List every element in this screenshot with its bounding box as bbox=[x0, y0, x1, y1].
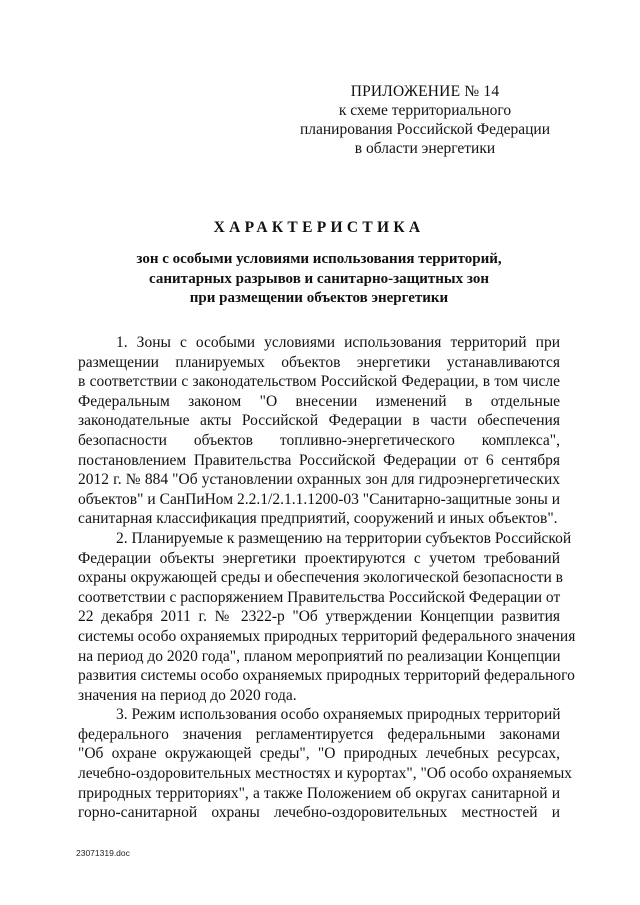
appendix-title: ПРИЛОЖЕНИЕ № 14 bbox=[350, 83, 500, 100]
paragraph-line: значения на период до 2020 года. bbox=[78, 686, 297, 704]
paragraph-1 bbox=[78, 333, 560, 529]
paragraph-line: законодательные акты Российской Федерации в части обеспечения bbox=[78, 412, 560, 430]
paragraph-line: 1. Зоны с особыми условиями использования территорий при bbox=[116, 334, 560, 351]
heading-subtitle-line: зон с особыми условиями использования территорий, bbox=[136, 251, 502, 267]
paragraph-line: горно-санитарной охраны лечебно-оздоровительных местностей и bbox=[78, 804, 560, 822]
heading-subtitle bbox=[78, 250, 560, 309]
paragraph-line: в соответствии с законодательством Российской Федерации, в том числе bbox=[78, 373, 560, 391]
paragraph-2 bbox=[78, 529, 576, 705]
paragraph-line: постановлением Правительства Российской Федерации от 6 сентября bbox=[78, 451, 560, 469]
paragraph-line: "Об охране окружающей среды", "О природных лечебных ресурсах, bbox=[78, 745, 560, 763]
appendix-block bbox=[290, 82, 560, 158]
paragraph-line: Федеральным законом "О внесении изменений в отдельные bbox=[78, 392, 560, 410]
paragraph-line: 2012 г. № 884 "Об установлении охранных зон для гидроэнергетических bbox=[78, 471, 560, 489]
appendix-line: в области энергетики bbox=[354, 140, 496, 157]
document-body bbox=[78, 333, 576, 823]
paragraph-line: федерального значения регламентируется федеральными законами bbox=[78, 725, 560, 743]
heading-subtitle-line: при размещении объектов энергетики bbox=[189, 290, 449, 306]
paragraph-line: на период до 2020 года", планом мероприятий по реализации Концепции bbox=[78, 647, 561, 665]
paragraph-line: соответствии с распоряжением Правительства Российской Федерации от bbox=[78, 588, 561, 606]
paragraph-line: природных территориях", а также Положением об округах санитарной и bbox=[78, 784, 560, 802]
paragraph-line: системы особо охраняемых природных территорий федерального значения bbox=[78, 627, 576, 645]
paragraph-line: санитарная классификация предприятий, сооружений и иных объектов". bbox=[78, 510, 558, 528]
paragraph-line: лечебно-оздоровительных местностях и курортах", "Об особо охраняемых bbox=[78, 765, 573, 783]
paragraph-line: 3. Режим использования особо охраняемых природных территорий bbox=[116, 706, 561, 724]
document-heading bbox=[78, 218, 560, 309]
paragraph-line: развития системы особо охраняемых природных территорий федерального bbox=[78, 667, 575, 685]
paragraph-line: объектов" и СанПиНом 2.2.1/2.1.1.1200-03 "Санитарно-защитные зоны и bbox=[78, 490, 560, 508]
heading-subtitle-line: санитарных разрывов и санитарно-защитных зон bbox=[149, 270, 489, 287]
appendix-line: планирования Российской Федерации bbox=[299, 121, 551, 138]
appendix-line: к схеме территориального bbox=[338, 102, 512, 119]
paragraph-3 bbox=[78, 705, 573, 823]
paragraph-line: безопасности объектов топливно-энергетического комплекса", bbox=[78, 431, 560, 449]
paragraph-line: 22 декабря 2011 г. № 2322-р "Об утверждении Концепции развития bbox=[78, 608, 560, 626]
paragraph-line: Федерации объекты энергетики проектируются с учетом требований bbox=[78, 549, 560, 567]
heading-title: ХАРАКТЕРИСТИКА bbox=[213, 219, 425, 236]
paragraph-line: охраны окружающей среды и обеспечения экологической безопасности в bbox=[78, 569, 563, 587]
paragraph-line: размещении планируемых объектов энергетики устанавливаются bbox=[78, 353, 560, 371]
footer-filename: 23071319.doc bbox=[76, 848, 130, 858]
paragraph-line: 2. Планируемые к размещению на территории субъектов Российской bbox=[116, 529, 572, 547]
